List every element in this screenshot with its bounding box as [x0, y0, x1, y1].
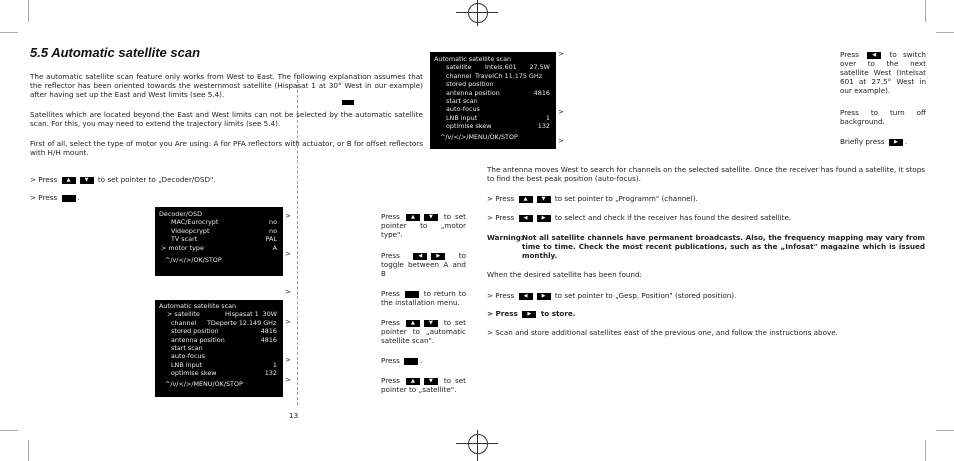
osd-footer: ^/v/</>/MENU/OK/STOP: [165, 379, 243, 388]
osd-row: antenna position 4816: [171, 335, 277, 344]
crop-mark: [936, 430, 954, 431]
right-briefly-press: Briefly press ▶ .: [840, 137, 908, 146]
step-programm: > Press ▲ ▼ to set pointer to „Programm" (channel).: [487, 194, 698, 203]
osd-row: stored position: [446, 80, 494, 89]
intro-paragraph-1: The automatic satellite scan feature only works from West to East. The following explanation assumes that the reflector has been oriented towards the westernmost satellite (Hispasat 1 at 30° West in our example) after having set up the East and West limits (see 5.4).: [30, 72, 423, 99]
left-arrow-icon: ◀: [519, 215, 533, 222]
up-arrow-icon: ▲: [519, 196, 533, 203]
osd-row: > satellite Hispasat 1 30W: [167, 310, 277, 319]
step-store: > Press ▶ to store.: [487, 309, 576, 318]
step-select-check: > Press ◀ ▶ to select and check if the receiver has found the desired satellite.: [487, 213, 792, 222]
osd-row: LNB input 1: [446, 113, 550, 122]
pointer-marker: >: [558, 108, 564, 116]
pointer-marker: >: [285, 250, 291, 258]
right-arrow-icon: ▶: [537, 215, 551, 222]
osd-title: Automatic satellite scan: [159, 302, 237, 310]
right-arrow-icon: ▶: [889, 139, 903, 146]
osd-row: antenna position 4816: [446, 88, 550, 97]
warning-text: Not all satellite channels have permanent broadcasts. Also, the frequency mapping may vary from time to time. Check the most recent publications, such as the „Infosat" magazine which is issued monthly.: [522, 233, 925, 260]
ok-button-icon: [404, 358, 418, 365]
osd-row: > motor type A: [161, 243, 277, 252]
step-scan-additional: > Scan and store additional satellites east of the previous one, and follow the instructions above.: [487, 328, 838, 337]
crop-mark: [28, 0, 29, 22]
crop-mark: [936, 32, 954, 33]
mid-step-c: Press to return to the installation menu.: [381, 289, 466, 307]
osd-row: channel TDeporte 12.149 GHz: [171, 318, 277, 327]
pointer-marker: >: [285, 356, 291, 364]
down-arrow-icon: ▼: [80, 177, 94, 184]
step-suffix: .: [77, 193, 80, 202]
mid-step-e: Press .: [381, 356, 423, 365]
down-arrow-icon: ▼: [424, 214, 438, 221]
osd-scan-menu-1: [155, 300, 283, 397]
osd-row: TV scart PAL: [171, 235, 277, 244]
ok-button-icon: [62, 195, 76, 202]
down-arrow-icon: ▼: [424, 320, 438, 327]
intro-paragraph-3: First of all, select the type of motor you Are using: A for PFA reflectors with actuator, or B for offset reflectors with H/H mount.: [30, 139, 423, 157]
section-title: 5.5 Automatic satellite scan: [30, 45, 201, 60]
pointer-marker: >: [558, 50, 564, 58]
pointer-marker: >: [285, 288, 291, 296]
left-arrow-icon: ◀: [519, 293, 533, 300]
osd-row: stored position 4816: [171, 327, 277, 336]
down-arrow-icon: ▼: [424, 378, 438, 385]
osd-row: optimise skew 132: [446, 122, 550, 131]
page-number: 13: [289, 411, 299, 420]
pointer-marker: >: [285, 212, 291, 220]
osd-row: MAC/Eurocrypt no: [171, 218, 277, 227]
registration-line-bottom-v: [477, 430, 478, 461]
osd-footer: ^/v/</>/MENU/OK/STOP: [440, 132, 518, 141]
crop-mark: [0, 32, 18, 33]
osd-row: optimise skew 132: [171, 369, 277, 378]
highlight-mark: [342, 100, 354, 105]
up-arrow-icon: ▲: [406, 378, 420, 385]
left-arrow-icon: ◀: [413, 253, 427, 260]
osd-row: start scan: [171, 343, 203, 352]
left-arrow-icon: ◀: [867, 52, 881, 59]
up-arrow-icon: ▲: [406, 320, 420, 327]
osd-decoder-menu: [155, 207, 283, 276]
registration-mark-bottom: [468, 434, 488, 454]
mid-step-d: Press ▲ ▼ to set pointer to „automatic satellite scan".: [381, 318, 466, 345]
up-arrow-icon: ▲: [406, 214, 420, 221]
step-suffix: to set pointer to „Decoder/OSD".: [97, 175, 216, 184]
step-prefix: > Press: [30, 193, 58, 202]
right-arrow-icon: ▶: [431, 253, 445, 260]
osd-row: auto-focus: [171, 352, 205, 361]
found-text: When the desired satellite has been found:: [487, 270, 642, 279]
right-arrow-icon: ▶: [522, 311, 536, 318]
osd-row: channel TravelCh 11.175 GHz: [446, 71, 543, 80]
mid-step-f: Press ▲ ▼ to set pointer to „satellite".: [381, 376, 466, 394]
crop-mark: [925, 0, 926, 22]
osd-title: Automatic satellite scan: [434, 55, 512, 63]
antenna-paragraph: The antenna moves West to search for channels on the selected satellite. Once the receiver has found a satellite, it stops to find the best peak position (auto-focus).: [487, 165, 925, 183]
osd-title: Decoder/OSD: [159, 210, 203, 218]
warning-label: Warning:: [487, 233, 524, 242]
pointer-marker: >: [285, 318, 291, 326]
crop-mark: [925, 440, 926, 461]
mid-step-b: Press ◀ ▶ to toggle between A and B: [381, 251, 466, 278]
osd-row: LNB input 1: [171, 360, 277, 369]
menu-button-icon: [405, 291, 419, 298]
osd-row: auto-focus: [446, 105, 480, 114]
right-turn-off: Press to turn off background.: [840, 108, 926, 126]
registration-line-top-v: [477, 0, 478, 26]
step-stored-position: > Press ◀ ▶ to set pointer to „Gesp. Position" (stored position).: [487, 291, 737, 300]
right-arrow-icon: ▶: [537, 293, 551, 300]
down-arrow-icon: ▼: [537, 196, 551, 203]
up-arrow-icon: ▲: [62, 177, 76, 184]
intro-paragraph-2: Satellites which are located beyond the East and West limits can not be selected by the automatic satellite scan. For this, you may need to extend the trajectory limits (see 5.4).: [30, 110, 423, 128]
pointer-marker: >: [285, 376, 291, 384]
crop-mark: [0, 430, 18, 431]
step-decoder: [30, 175, 290, 184]
registration-mark-top: [468, 3, 488, 23]
osd-row: satellite Intels.601 27.5W: [446, 63, 550, 72]
pointer-marker: >: [558, 137, 564, 145]
step-prefix: > Press: [30, 175, 58, 184]
mid-step-a: Press ▲ ▼ to set pointer to „motor type".: [381, 212, 466, 239]
osd-row: start scan: [446, 96, 478, 105]
osd-scan-menu-2: [430, 52, 556, 149]
step-press: [30, 193, 290, 202]
right-switch-satellite: Press ◀ to switch over to the next satellite West (Intelsat 601 at 27.5° West in our example).: [840, 50, 926, 95]
crop-mark: [28, 440, 29, 461]
osd-footer: ^/v/</>/OK/STOP: [165, 255, 222, 264]
osd-row: Videopcrypt no: [171, 226, 277, 235]
